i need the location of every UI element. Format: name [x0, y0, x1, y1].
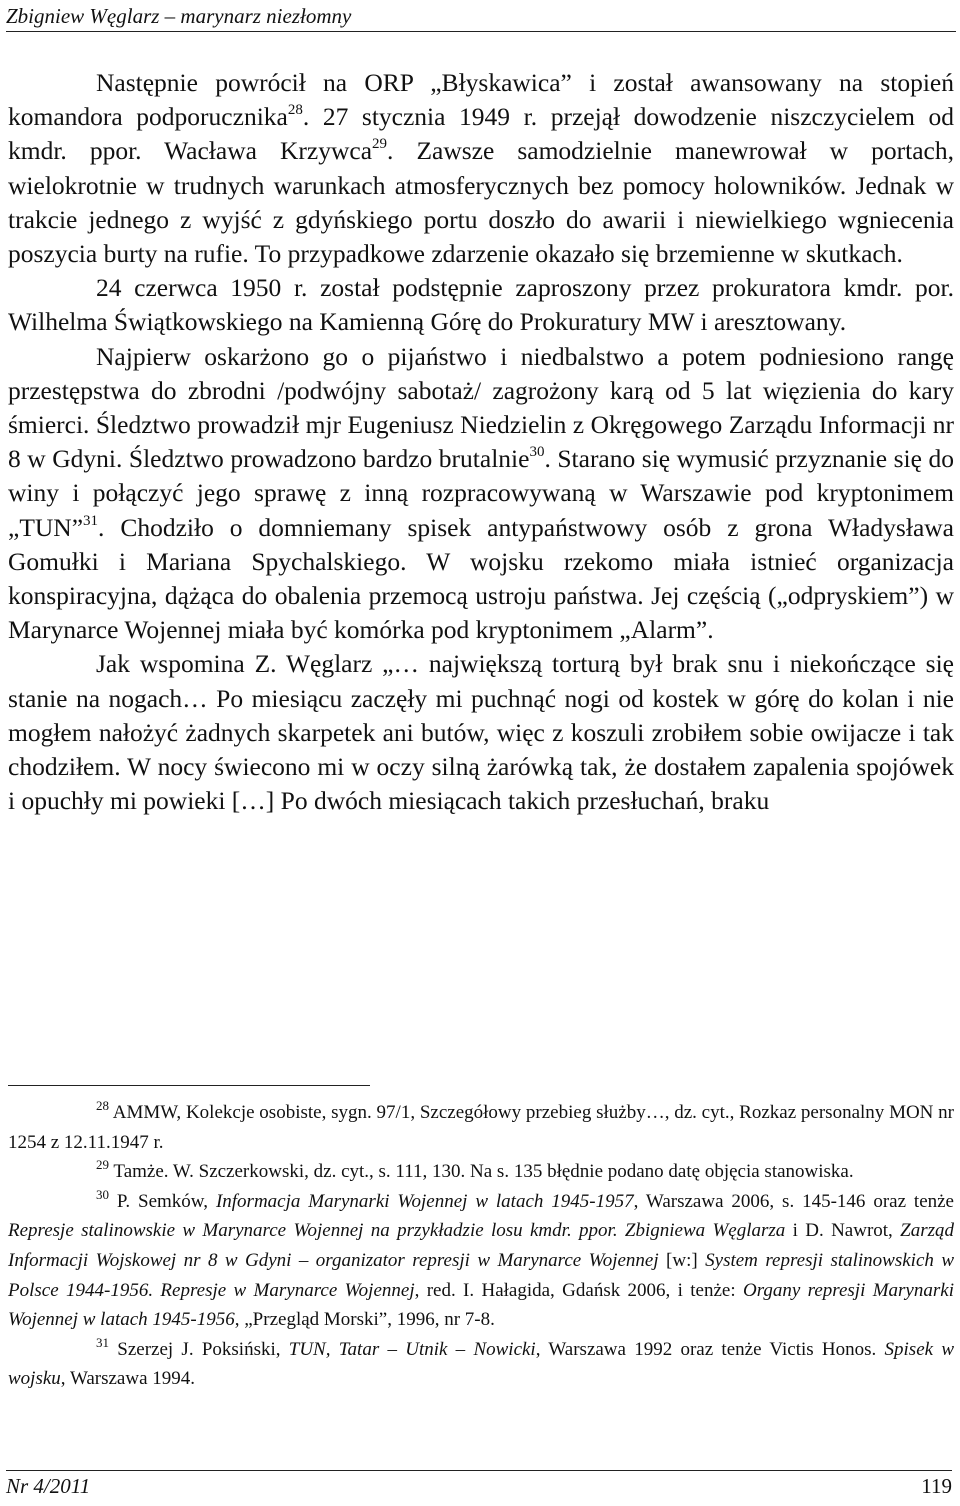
page-footer [6, 1470, 952, 1498]
paragraph-1 [8, 66, 954, 271]
footnote-ref-31[interactable]: 31 [83, 512, 99, 529]
footnote-number: 30 [96, 1186, 109, 1202]
footnote-number: 29 [96, 1157, 109, 1173]
paragraph-3-part-b: . Starano się wymusić przyznanie się do winy i połączyć jego sprawę z inną rozpracowywaną w Warszawie pod kryptonimem „TUN” [8, 444, 954, 542]
footnote-separator [8, 1085, 370, 1086]
paragraph-1-part-c: . Zawsze samodzielnie manewrował w portach, wielokrotnie w trudnych warunkach atmosferycznych bez pomocy holowników. Jednak w trakcie jednego z wyjść z gdyńskiego portu doszło do awarii i niewielkiego wgniecenia poszycia burty na rufie. To przypadkowe zdarzenie okazało się brzemienne w skutkach. [8, 136, 954, 269]
footnote-ref-30[interactable]: 30 [529, 444, 545, 461]
footnote-30-title: System represji stalinowskich w Polsce 1944-1956. Represje w Marynarce Wojennej [8, 1249, 954, 1301]
issue-label: Nr 4/2011 [6, 1474, 91, 1498]
footnote-30-text: P. Semków, [116, 1190, 216, 1212]
footnote-31-text: Szerzej J. Poksiński, [117, 1338, 289, 1360]
footnote-31 [8, 1335, 954, 1394]
paragraph-3-part-a: Najpierw oskarżono go o pijaństwo i niedbalstwo a potem podniesiono rangę przestępstwa do zbrodni /podwójny sabotaż/ zagrożony karą od 5 lat więzienia do kary śmierci. Śledztwo prowadził mjr Eugeniusz Niedzielin z Okręgowego Zarządu Informacji nr 8 w Gdyni. Śledztwo prowadzono bardzo brutalnie [8, 341, 954, 474]
paragraph-2: 24 czerwca 1950 r. został podstępnie zaproszony przez prokuratora kmdr. por. Wilhelma Świątkowskiego na Kamienną Górę do Prokuratury MW i aresztowany. [8, 273, 954, 337]
footnote-30-title: Organy represji Marynarki Wojennej w latach 1945-1956 [8, 1279, 954, 1331]
footnote-31-title: Spisek w wojsku [8, 1338, 954, 1390]
footnote-31-text: , Warszawa 1992 oraz tenże Victis Honos. [535, 1338, 885, 1360]
footnote-30-title: Informacja Marynarki Wojennej w latach 1945-1957 [215, 1190, 634, 1212]
footnote-30-title: Represje stalinowskie w Marynarce Wojennej na przykładzie losu kmdr. ppor. Zbigniewa Węglarza [8, 1220, 786, 1242]
paragraph-3-part-c: . Chodziło o domniemany spisek antypaństwowy osób z grona Władysława Gomułki i Mariana Spychalskiego. W wojsku rzekomo miała istnieć organizacja konspiracyjna, dążąca do obalenia przemocą ustroju państwa. Jej częścią („odpryskiem”) w Marynarce Wojennej miała być komórka pod kryptonimem „Alarm”. [8, 512, 954, 645]
footnote-31-title: TUN, Tatar – Utnik – Nowicki [288, 1338, 536, 1360]
paragraph-4: Jak wspomina Z. Węglarz „… największą torturą był brak snu i niekończące się stanie na nogach… Po miesiącu zaczęły mi puchnąć nogi od kostek w górę do kolan i nie mogłem nałożyć żadnych skarpetek ani butów, więc z koszuli zrobiłem sobie owijacze i tak chodziłem. W nocy świecono mi w oczy silną żarówką tak, że dostałem zapalenia spojówek i opuchły mi powieki […] Po dwóch miesiącach takich przesłuchań, braku [8, 649, 954, 816]
footnote-30-text: , red. I. Hałagida, Gdańsk 2006, i tenże: [414, 1279, 743, 1301]
page-number: 119 [921, 1474, 952, 1498]
footnote-31-text: , Warszawa 1994. [60, 1368, 196, 1390]
footnote-28 [8, 1098, 954, 1157]
footnote-30 [8, 1187, 954, 1335]
footnote-ref-28[interactable]: 28 [287, 102, 303, 119]
footnote-ref-29[interactable]: 29 [372, 136, 388, 153]
main-text [8, 66, 954, 818]
footnote-30-text: , Warszawa 2006, s. 145-146 oraz tenże [633, 1190, 954, 1212]
footnote-30-text: [w:] [658, 1249, 706, 1271]
footnote-30-title: Zarząd Informacji Wojskowej nr 8 w Gdyni – organizator represji w Marynarce Wojennej [8, 1220, 954, 1271]
footnote-29-text: Tamże. W. Szczerkowski, dz. cyt., s. 111, 130. Na s. 135 błędnie podano datę objęcia stanowiska. [113, 1161, 854, 1183]
footnote-28-text: AMMW, Kolekcje osobiste, sygn. 97/1, Szczegółowy przebieg służby…, dz. cyt., Rozkaz personalny MON nr 1254 z 12.11.1947 r. [8, 1102, 955, 1153]
footnote-number: 28 [96, 1098, 109, 1113]
running-title: Zbigniew Węglarz – marynarz niezłomny [6, 4, 352, 28]
paragraph-3 [8, 340, 954, 648]
paragraph-1-part-a: Następnie powrócił na ORP „Błyskawica” i został awansowany na stopień komandora podporucznika [8, 68, 954, 132]
paragraph-1-part-b: . 27 stycznia 1949 r. przejął dowodzenie niszczycielem od kmdr. ppor. Wacława Krzywca [8, 102, 954, 166]
footnote-number: 31 [96, 1334, 109, 1350]
footnotes [8, 1098, 954, 1394]
footnote-29 [8, 1157, 954, 1187]
footnote-30-text: i D. Nawrot, [785, 1220, 901, 1242]
running-header [6, 4, 956, 32]
footnote-30-text: , „Przegląd Morski”, 1996, nr 7-8. [234, 1309, 495, 1331]
